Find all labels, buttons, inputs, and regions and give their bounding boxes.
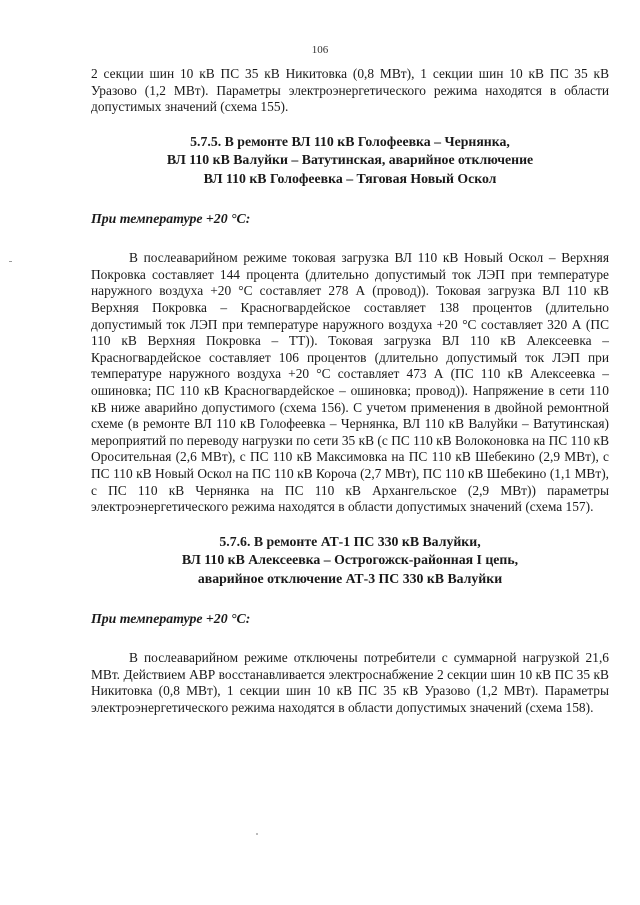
section-title-line: ВЛ 110 кВ Голофеевка – Тяговая Новый Оскол: [203, 170, 497, 186]
section-5-7-5-title: [91, 133, 609, 189]
section-title-line: ВЛ 110 кВ Валуйки – Ватутинская, аварийное отключение: [166, 152, 534, 168]
section-title-line: аварийное отключение АТ-3 ПС 330 кВ Валуйки: [197, 570, 503, 586]
section-title-line: ВЛ 110 кВ Алексеевка – Острогожск-районная I цепь,: [181, 552, 519, 568]
section-title-line: 5.7.5. В ремонте ВЛ 110 кВ Голофеевка – Чернянка,: [190, 133, 510, 149]
section-title-line: 5.7.6. В ремонте АТ-1 ПС 330 кВ Валуйки,: [219, 533, 481, 549]
page-number: 106: [311, 44, 329, 56]
section-5-7-5-condition: При температуре +20 °С:: [91, 211, 251, 227]
margin-mark: [9, 261, 12, 262]
scan-dot: [256, 833, 258, 835]
section-5-7-6-title: [91, 533, 609, 589]
section-5-7-6-body: В послеаварийном режиме отключены потребители с суммарной нагрузкой 21,6 МВт. Действием АВР восстанавливается электроснабжение 2 секции шин 10 кВ ПС 35 кВ Никитовка (0,8 МВт), 1 секции шин 10 кВ ПС 35 кВ Уразово (1,2 МВт). Параметры электроэнергетического режима находятся в области допустимых значений (схема 158).: [91, 650, 609, 716]
section-5-7-5-body: В послеаварийном режиме токовая загрузка ВЛ 110 кВ Новый Оскол – Верхняя Покровка составляет 144 процента (длительно допустимый ток ЛЭП при температуре наружного воздуха +20 °С составляет 278 А (провод)). Токовая загрузка ВЛ 110 кВ Верхняя Покровка – Красногвардейское составляет 138 процентов (длительно допустимый ток ЛЭП при температуре наружного воздуха +20 °С составляет 320 А (ПС 110 кВ Верхняя Покровка – ТТ)). Токовая загрузка ВЛ 110 кВ Алексеевка – Красногвардейское составляет 106 процентов (длительно допустимый ток ЛЭП при температуре наружного воздуха +20 °С составляет 473 А (ПС 110 кВ Алексеевка – ошиновка; ПС 110 кВ Красногвардейское – ошиновка; провод)). Напряжение в сети 110 кВ ниже аварийно допустимого (схема 156). С учетом применения в двойной ремонтной схеме (в ремонте ВЛ 110 кВ Голофеевка – Чернянка, ВЛ 110 кВ Валуйки – Ватутинская) мероприятий по переводу нагрузки по сети 35 кВ (с ПС 110 кВ Волоконовка на ПС 110 кВ Оросительная (2,6 МВт), с ПС 110 кВ Максимовка на ПС 110 кВ Шебекино (2,9 МВт), с ПС 110 кВ Новый Оскол на ПС 110 кВ Короча (2,7 МВт), ПС 110 кВ Шебекино (1,1 МВт), с ПС 110 кВ Чернянка на ПС 110 кВ Архангельское (2,9 МВт)) параметры электроэнергетического режима находятся в области допустимых значений (схема 157).: [91, 250, 609, 515]
intro-paragraph: 2 секции шин 10 кВ ПС 35 кВ Никитовка (0,8 МВт), 1 секции шин 10 кВ ПС 35 кВ Уразово (1,2 МВт). Параметры электроэнергетического режима находятся в области допустимых значений (схема 155).: [91, 66, 609, 115]
page-content: [91, 66, 609, 717]
section-5-7-6-condition: При температуре +20 °С:: [91, 611, 251, 627]
